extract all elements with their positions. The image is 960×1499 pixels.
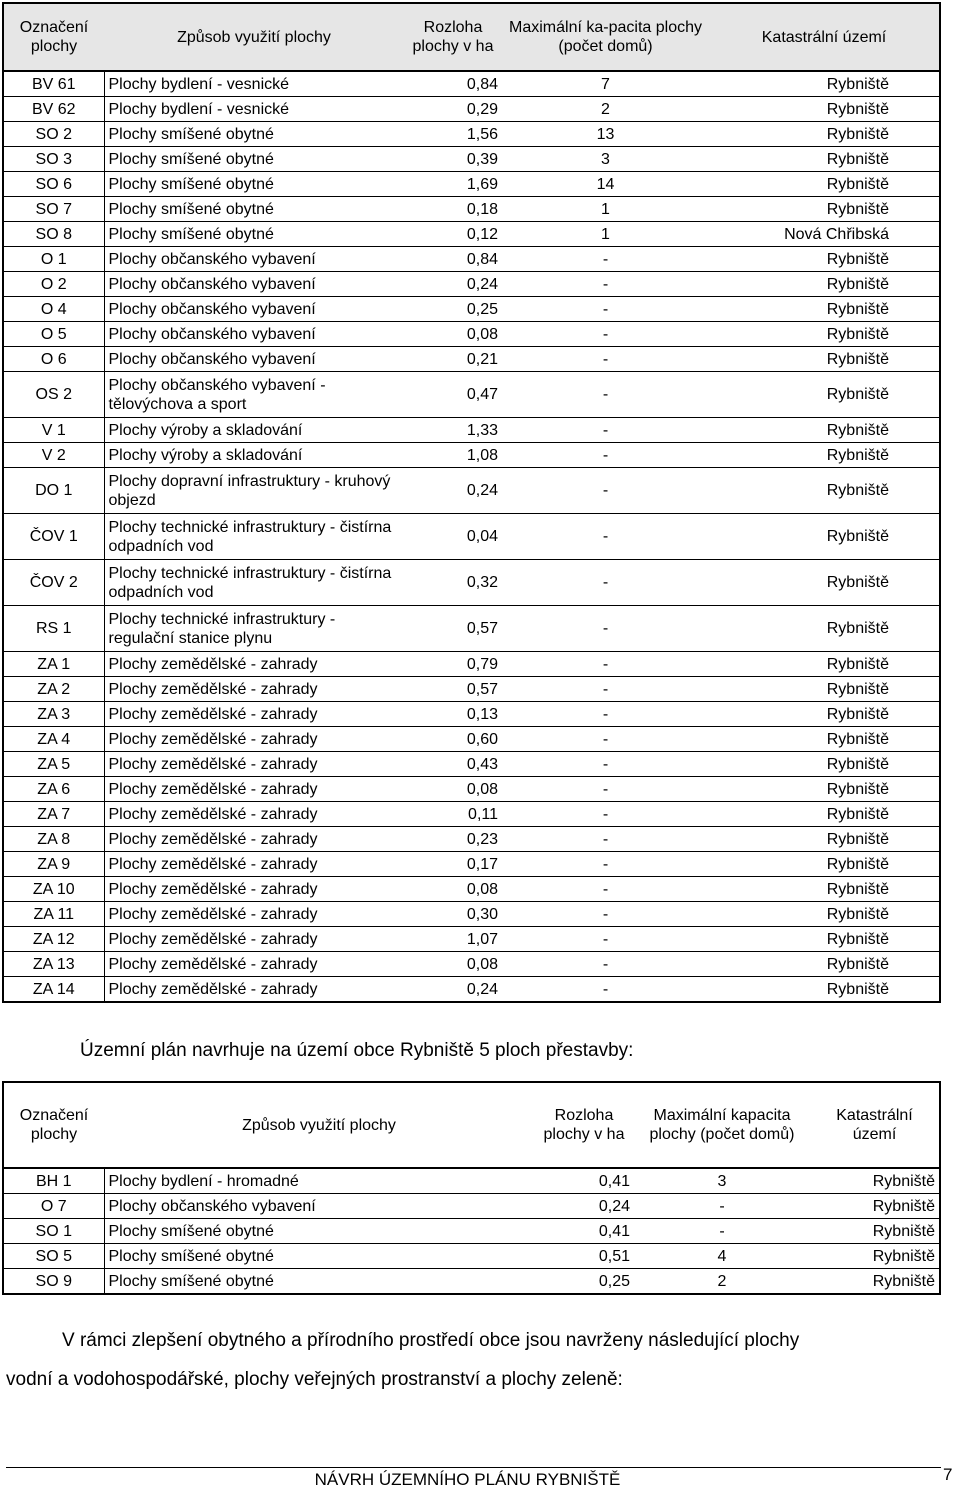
cell-area-code: ZA 14 xyxy=(3,977,104,1003)
cell-cadastral-area: Rybniště xyxy=(810,1194,940,1219)
cell-area-code: ZA 5 xyxy=(3,752,104,777)
cell-size-ha: 0,08 xyxy=(404,322,502,347)
table-body xyxy=(3,71,940,1002)
cell-cadastral-area: Rybniště xyxy=(709,927,940,952)
cell-size-ha: 0,30 xyxy=(404,902,502,927)
cell-cadastral-area: Rybniště xyxy=(709,172,940,197)
table-row xyxy=(3,1194,940,1219)
cell-size-ha: 1,33 xyxy=(404,418,502,443)
table-row xyxy=(3,752,940,777)
cell-size-ha: 0,41 xyxy=(534,1219,634,1244)
table-row xyxy=(3,652,940,677)
cell-size-ha: 0,41 xyxy=(534,1168,634,1194)
table-row xyxy=(3,802,940,827)
header-area-code: Označení plochy xyxy=(3,3,104,71)
cell-land-use: Plochy smíšené obytné xyxy=(104,1244,534,1269)
footer-divider xyxy=(6,1467,941,1468)
cell-size-ha: 0,12 xyxy=(404,222,502,247)
table-row xyxy=(3,197,940,222)
cell-cadastral-area: Rybniště xyxy=(810,1219,940,1244)
cell-cadastral-area: Rybniště xyxy=(810,1269,940,1295)
header-area-code: Označení plochy xyxy=(3,1082,104,1168)
cell-area-code: OS 2 xyxy=(3,372,104,418)
cell-land-use: Plochy smíšené obytné xyxy=(104,1269,534,1295)
cell-size-ha: 0,29 xyxy=(404,97,502,122)
cell-land-use: Plochy zemědělské - zahrady xyxy=(104,902,404,927)
cell-cadastral-area: Rybniště xyxy=(709,322,940,347)
table-row xyxy=(3,852,940,877)
cell-size-ha: 0,04 xyxy=(404,514,502,560)
cell-capacity: - xyxy=(502,247,709,272)
table-body xyxy=(3,1168,940,1294)
cell-capacity: - xyxy=(502,677,709,702)
header-size-ha: Rozloha plochy v ha xyxy=(404,3,502,71)
cell-cadastral-area: Rybniště xyxy=(709,977,940,1003)
cell-capacity: - xyxy=(502,902,709,927)
cell-cadastral-area: Rybniště xyxy=(709,197,940,222)
table-row xyxy=(3,677,940,702)
table-row xyxy=(3,927,940,952)
table-row xyxy=(3,977,940,1003)
cell-land-use: Plochy smíšené obytné xyxy=(104,122,404,147)
cell-area-code: O 7 xyxy=(3,1194,104,1219)
table-row xyxy=(3,1244,940,1269)
cell-land-use: Plochy smíšené obytné xyxy=(104,222,404,247)
cell-land-use: Plochy technické infrastruktury - čistírna odpadních vod xyxy=(104,514,404,560)
header-capacity: Maximální kapacita plochy (počet domů) xyxy=(634,1082,810,1168)
cell-cadastral-area: Rybniště xyxy=(709,702,940,727)
cell-cadastral-area: Rybniště xyxy=(709,652,940,677)
table-row xyxy=(3,418,940,443)
cell-land-use: Plochy dopravní infrastruktury - kruhový objezd xyxy=(104,468,404,514)
cell-size-ha: 0,60 xyxy=(404,727,502,752)
page-number: 7 xyxy=(943,1465,953,1484)
header-land-use: Způsob využití plochy xyxy=(104,1082,534,1168)
cell-capacity: 14 xyxy=(502,172,709,197)
cell-area-code: ZA 2 xyxy=(3,677,104,702)
paragraph-line: V rámci zlepšení obytného a přírodního prostředí obce jsou navrženy následující plochy xyxy=(62,1330,800,1351)
table-row xyxy=(3,952,940,977)
table-row xyxy=(3,247,940,272)
cell-area-code: ZA 13 xyxy=(3,952,104,977)
cell-capacity: - xyxy=(502,372,709,418)
table-header-row xyxy=(3,1082,940,1168)
cell-area-code: O 6 xyxy=(3,347,104,372)
cell-capacity: - xyxy=(634,1219,810,1244)
cell-land-use: Plochy občanského vybavení xyxy=(104,247,404,272)
cell-capacity: - xyxy=(502,297,709,322)
cell-land-use: Plochy zemědělské - zahrady xyxy=(104,727,404,752)
cell-cadastral-area: Rybniště xyxy=(709,122,940,147)
cell-cadastral-area: Rybniště xyxy=(709,752,940,777)
cell-land-use: Plochy občanského vybavení xyxy=(104,297,404,322)
cell-land-use: Plochy občanského vybavení xyxy=(104,1194,534,1219)
cell-area-code: O 2 xyxy=(3,272,104,297)
cell-cadastral-area: Rybniště xyxy=(709,827,940,852)
cell-area-code: ČOV 1 xyxy=(3,514,104,560)
cell-area-code: SO 2 xyxy=(3,122,104,147)
cell-capacity: - xyxy=(502,347,709,372)
cell-size-ha: 1,07 xyxy=(404,927,502,952)
cell-capacity: - xyxy=(502,468,709,514)
cell-land-use: Plochy občanského vybavení xyxy=(104,272,404,297)
cell-land-use: Plochy zemědělské - zahrady xyxy=(104,827,404,852)
cell-cadastral-area: Rybniště xyxy=(709,902,940,927)
cell-land-use: Plochy smíšené obytné xyxy=(104,1219,534,1244)
table-header-row xyxy=(3,3,940,71)
table-row xyxy=(3,877,940,902)
cell-capacity: 2 xyxy=(502,97,709,122)
cell-cadastral-area: Rybniště xyxy=(709,443,940,468)
cell-capacity: - xyxy=(502,927,709,952)
table-row xyxy=(3,172,940,197)
cell-cadastral-area: Rybniště xyxy=(709,418,940,443)
cell-area-code: O 1 xyxy=(3,247,104,272)
cell-cadastral-area: Rybniště xyxy=(709,147,940,172)
cell-capacity: - xyxy=(502,272,709,297)
cell-cadastral-area: Rybniště xyxy=(709,71,940,97)
cell-capacity: - xyxy=(502,702,709,727)
table-row xyxy=(3,222,940,247)
cell-area-code: RS 1 xyxy=(3,606,104,652)
cell-capacity: - xyxy=(502,652,709,677)
cell-size-ha: 0,57 xyxy=(404,606,502,652)
cell-size-ha: 0,25 xyxy=(404,297,502,322)
table-row xyxy=(3,468,940,514)
cell-area-code: BV 61 xyxy=(3,71,104,97)
cell-land-use: Plochy bydlení - vesnické xyxy=(104,71,404,97)
cell-size-ha: 0,08 xyxy=(404,877,502,902)
cell-cadastral-area: Rybniště xyxy=(709,677,940,702)
cell-size-ha: 0,23 xyxy=(404,827,502,852)
cell-area-code: ZA 7 xyxy=(3,802,104,827)
cell-land-use: Plochy zemědělské - zahrady xyxy=(104,802,404,827)
table-row xyxy=(3,1269,940,1295)
cell-area-code: SO 9 xyxy=(3,1269,104,1295)
cell-cadastral-area: Rybniště xyxy=(709,468,940,514)
table-row xyxy=(3,297,940,322)
cell-capacity: - xyxy=(502,802,709,827)
cell-capacity: - xyxy=(502,560,709,606)
cell-land-use: Plochy občanského vybavení xyxy=(104,347,404,372)
cell-area-code: BV 62 xyxy=(3,97,104,122)
cell-size-ha: 0,47 xyxy=(404,372,502,418)
cell-capacity: - xyxy=(502,514,709,560)
cell-land-use: Plochy bydlení - vesnické xyxy=(104,97,404,122)
cell-capacity: 3 xyxy=(502,147,709,172)
footer-title: NÁVRH ÚZEMNÍHO PLÁNU RYBNIŠTĚ xyxy=(314,1470,621,1489)
paragraph-line: vodní a vodohospodářské, plochy veřejných prostranství a plochy zeleně: xyxy=(6,1369,623,1390)
cell-area-code: SO 3 xyxy=(3,147,104,172)
cell-capacity: 1 xyxy=(502,222,709,247)
cell-capacity: - xyxy=(502,877,709,902)
table-row xyxy=(3,777,940,802)
cell-size-ha: 1,08 xyxy=(404,443,502,468)
table-row xyxy=(3,1168,940,1194)
cell-land-use: Plochy technické infrastruktury - regulační stanice plynu xyxy=(104,606,404,652)
table-row xyxy=(3,827,940,852)
cell-size-ha: 0,24 xyxy=(534,1194,634,1219)
cell-capacity: - xyxy=(502,606,709,652)
cell-cadastral-area: Rybniště xyxy=(709,272,940,297)
table-row xyxy=(3,347,940,372)
table-row xyxy=(3,372,940,418)
cell-size-ha: 1,56 xyxy=(404,122,502,147)
table-row xyxy=(3,902,940,927)
cell-area-code: SO 7 xyxy=(3,197,104,222)
cell-size-ha: 0,18 xyxy=(404,197,502,222)
cell-size-ha: 0,21 xyxy=(404,347,502,372)
table-row xyxy=(3,514,940,560)
cell-cadastral-area: Rybniště xyxy=(709,727,940,752)
cell-cadastral-area: Rybniště xyxy=(709,802,940,827)
cell-land-use: Plochy zemědělské - zahrady xyxy=(104,652,404,677)
cell-area-code: ČOV 2 xyxy=(3,560,104,606)
cell-capacity: - xyxy=(502,418,709,443)
cell-capacity: 13 xyxy=(502,122,709,147)
cell-land-use: Plochy zemědělské - zahrady xyxy=(104,952,404,977)
cell-area-code: ZA 8 xyxy=(3,827,104,852)
cell-area-code: SO 8 xyxy=(3,222,104,247)
cell-size-ha: 1,69 xyxy=(404,172,502,197)
cell-cadastral-area: Rybniště xyxy=(709,606,940,652)
table-row xyxy=(3,727,940,752)
cell-land-use: Plochy zemědělské - zahrady xyxy=(104,677,404,702)
cell-land-use: Plochy zemědělské - zahrady xyxy=(104,877,404,902)
cell-cadastral-area: Rybniště xyxy=(709,877,940,902)
cell-area-code: ZA 11 xyxy=(3,902,104,927)
cell-area-code: BH 1 xyxy=(3,1168,104,1194)
cell-size-ha: 0,43 xyxy=(404,752,502,777)
cell-land-use: Plochy výroby a skladování xyxy=(104,418,404,443)
cell-size-ha: 0,39 xyxy=(404,147,502,172)
cell-cadastral-area: Rybniště xyxy=(709,347,940,372)
development-areas-table xyxy=(2,2,941,1003)
cell-area-code: ZA 10 xyxy=(3,877,104,902)
cell-capacity: - xyxy=(502,977,709,1003)
table-row xyxy=(3,443,940,468)
cell-capacity: 1 xyxy=(502,197,709,222)
table-row xyxy=(3,1219,940,1244)
cell-land-use: Plochy zemědělské - zahrady xyxy=(104,852,404,877)
cell-cadastral-area: Rybniště xyxy=(709,297,940,322)
cell-land-use: Plochy technické infrastruktury - čistírna odpadních vod xyxy=(104,560,404,606)
cell-cadastral-area: Rybniště xyxy=(709,247,940,272)
cell-capacity: - xyxy=(502,777,709,802)
cell-size-ha: 0,79 xyxy=(404,652,502,677)
cell-size-ha: 0,08 xyxy=(404,952,502,977)
cell-area-code: V 1 xyxy=(3,418,104,443)
cell-land-use: Plochy smíšené obytné xyxy=(104,172,404,197)
cell-capacity: - xyxy=(502,827,709,852)
table-row xyxy=(3,606,940,652)
cell-land-use: Plochy občanského vybavení xyxy=(104,322,404,347)
cell-land-use: Plochy bydlení - hromadné xyxy=(104,1168,534,1194)
cell-capacity: - xyxy=(502,727,709,752)
cell-size-ha: 0,84 xyxy=(404,247,502,272)
cell-size-ha: 0,84 xyxy=(404,71,502,97)
cell-area-code: ZA 6 xyxy=(3,777,104,802)
header-land-use: Způsob využití plochy xyxy=(104,3,404,71)
cell-area-code: ZA 4 xyxy=(3,727,104,752)
table-row xyxy=(3,560,940,606)
cell-cadastral-area: Rybniště xyxy=(810,1168,940,1194)
cell-land-use: Plochy občanského vybavení - tělovýchova a sport xyxy=(104,372,404,418)
cell-area-code: SO 1 xyxy=(3,1219,104,1244)
table-row xyxy=(3,97,940,122)
cell-size-ha: 0,51 xyxy=(534,1244,634,1269)
cell-land-use: Plochy zemědělské - zahrady xyxy=(104,702,404,727)
table-row xyxy=(3,272,940,297)
cell-cadastral-area: Rybniště xyxy=(709,514,940,560)
table-row xyxy=(3,122,940,147)
cell-area-code: SO 6 xyxy=(3,172,104,197)
cell-cadastral-area: Rybniště xyxy=(709,852,940,877)
cell-area-code: O 5 xyxy=(3,322,104,347)
cell-area-code: O 4 xyxy=(3,297,104,322)
table-row xyxy=(3,702,940,727)
table-row xyxy=(3,147,940,172)
cell-area-code: ZA 12 xyxy=(3,927,104,952)
header-cadastral-area: Katastrální území xyxy=(709,3,940,71)
cell-size-ha: 0,11 xyxy=(404,802,502,827)
cell-size-ha: 0,17 xyxy=(404,852,502,877)
cell-land-use: Plochy zemědělské - zahrady xyxy=(104,777,404,802)
cell-size-ha: 0,24 xyxy=(404,272,502,297)
cell-capacity: - xyxy=(634,1194,810,1219)
cell-area-code: SO 5 xyxy=(3,1244,104,1269)
cell-cadastral-area: Rybniště xyxy=(709,97,940,122)
cell-size-ha: 0,25 xyxy=(534,1269,634,1295)
cell-land-use: Plochy zemědělské - zahrady xyxy=(104,977,404,1003)
cell-area-code: DO 1 xyxy=(3,468,104,514)
cell-size-ha: 0,13 xyxy=(404,702,502,727)
cell-capacity: 4 xyxy=(634,1244,810,1269)
cell-capacity: - xyxy=(502,952,709,977)
cell-capacity: - xyxy=(502,443,709,468)
cell-land-use: Plochy zemědělské - zahrady xyxy=(104,752,404,777)
header-cadastral-area: Katastrální území xyxy=(810,1082,940,1168)
cell-cadastral-area: Rybniště xyxy=(709,952,940,977)
cell-area-code: ZA 1 xyxy=(3,652,104,677)
cell-size-ha: 0,57 xyxy=(404,677,502,702)
cell-cadastral-area: Rybniště xyxy=(709,560,940,606)
cell-land-use: Plochy smíšené obytné xyxy=(104,197,404,222)
cell-cadastral-area: Rybniště xyxy=(709,372,940,418)
cell-capacity: 2 xyxy=(634,1269,810,1295)
table-row xyxy=(3,71,940,97)
cell-capacity: 3 xyxy=(634,1168,810,1194)
table-row xyxy=(3,322,940,347)
header-size-ha: Rozloha plochy v ha xyxy=(534,1082,634,1168)
cell-size-ha: 0,32 xyxy=(404,560,502,606)
cell-size-ha: 0,08 xyxy=(404,777,502,802)
cell-land-use: Plochy smíšené obytné xyxy=(104,147,404,172)
cell-land-use: Plochy výroby a skladování xyxy=(104,443,404,468)
cell-area-code: ZA 9 xyxy=(3,852,104,877)
cell-capacity: 7 xyxy=(502,71,709,97)
cell-cadastral-area: Nová Chřibská xyxy=(709,222,940,247)
header-capacity: Maximální ka-pacita plochy (počet domů) xyxy=(502,3,709,71)
cell-size-ha: 0,24 xyxy=(404,468,502,514)
cell-capacity: - xyxy=(502,752,709,777)
cell-area-code: V 2 xyxy=(3,443,104,468)
cell-cadastral-area: Rybniště xyxy=(709,777,940,802)
redevelopment-areas-table xyxy=(2,1081,941,1295)
cell-land-use: Plochy zemědělské - zahrady xyxy=(104,927,404,952)
cell-cadastral-area: Rybniště xyxy=(810,1244,940,1269)
cell-capacity: - xyxy=(502,852,709,877)
cell-size-ha: 0,24 xyxy=(404,977,502,1003)
redevelopment-intro: Územní plán navrhuje na území obce Rybniště 5 ploch přestavby: xyxy=(80,1040,634,1061)
cell-area-code: ZA 3 xyxy=(3,702,104,727)
cell-capacity: - xyxy=(502,322,709,347)
